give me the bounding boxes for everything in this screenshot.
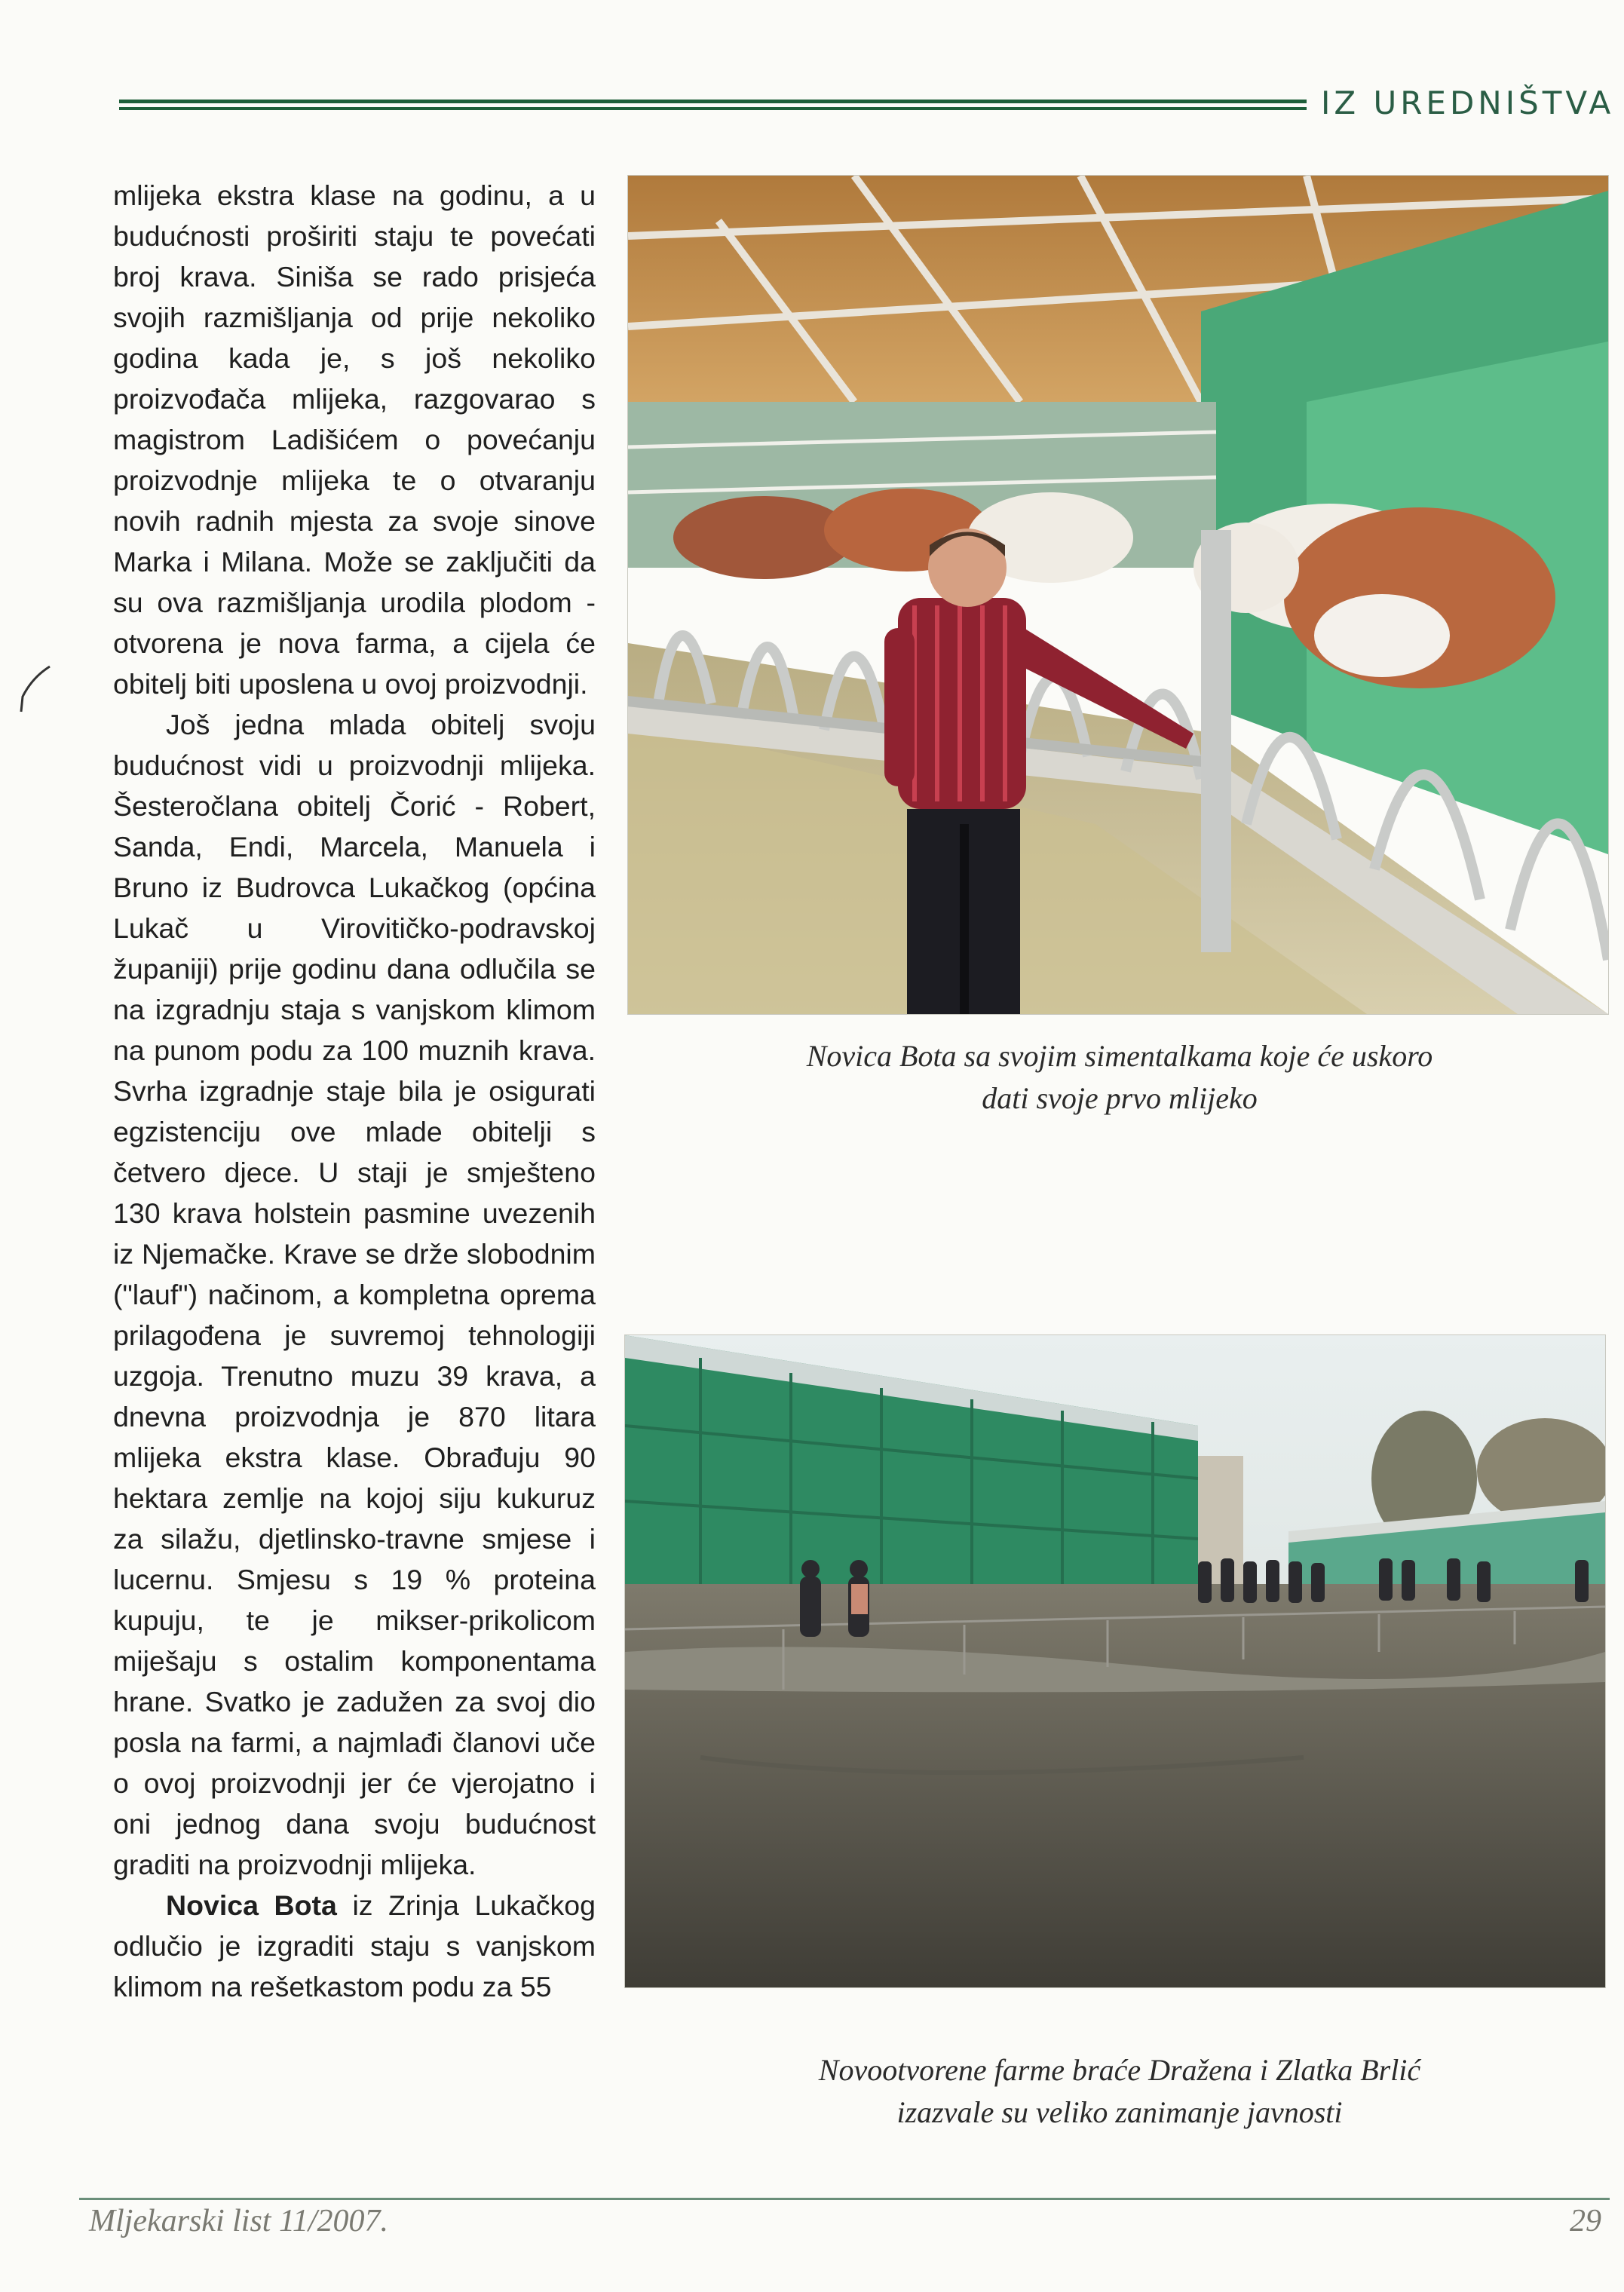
header-rule [119,100,1307,112]
caption-photo-1 [633,1035,1606,1120]
paragraph-2: Još jedna mlada obitelj svoju budućnost vidi u proizvodnji mlijeka. Šesteročlana obitelj Čorić - Robert, Sanda, Endi, Marcela, Manuela i Bruno iz Budrovca Lukačkog (općina Lukač u Virovitičko-podravskoj županiji) prije godinu dana odlučila se na izgradnju staja s vanjskom klimom na punom podu za 100 muznih krava. Svrha izgradnje staje bila je osigurati egzistenciju ove mlade obitelji s četvero djece. U staji je smješteno 130 krava holstein pasmine uvezenih iz Njemačke. Krave se drže slobodnim ("lauf") načinom, a kompletna oprema prilagođena je suvremoj tehnologiji uzgoja. Trenutno muzu 39 krava, a dnevna proizvodnja je 870 litara mlijeka ekstra klase. Obrađuju 90 hektara zemlje na kojoj siju kukuruz za silažu, djetlinsko-travne smjese i lucernu. Smjesu s 19 % proteina kupuju, te je mikser-prikolicom miješaju s ostalim komponentama hrane. Svatko je zadužen za svoj dio posla na farmi, a najmlađi članovi uče o ovoj proizvodnji jer će vjerojatno i oni jednog dana svoju budućnost graditi na proizvodnji mlijeka. [113,709,596,1880]
caption-photo-2 [633,2049,1606,2134]
section-title: IZ UREDNIŠTVA [1321,84,1615,121]
caption-2-line-2: izazvale su veliko zanimanje javnosti [896,2095,1343,2129]
paragraph-3-text: iz Zrinja Lukačkog odlučio je izgraditi staju s vanjskom klimom na rešetkastom podu za 55 [113,1889,596,2002]
barn-interior-illustration [628,176,1608,1014]
photo-barn-interior [627,175,1609,1015]
caption-1-line-2: dati svoje prvo mlijeko [982,1081,1258,1115]
footer-publication: Mljekarski list 11/2007. [89,2204,389,2238]
caption-1-line-1: Novica Bota sa svojim simentalkama koje će uskoro [806,1039,1433,1073]
photo-farm-exterior [624,1334,1606,1988]
page-number: 29 [1570,2204,1601,2238]
paragraph-3-bold-lead: Novica Bota [166,1889,337,1921]
margin-mark-icon [15,663,53,716]
paragraph-1: mlijeka ekstra klase na godinu, a u budućnosti proširiti staju te povećati broj krava. Siniša se rado prisjeća svojih razmišljanja od prije nekoliko godina kada je, s još nekoliko proizvođača mlijeka, razgovarao s magistrom Ladišićem o povećanju proizvodnje mlijeka te o otvaranju novih radnih mjesta za svoje sinove Marka i Milana. Može se zaključiti da su ova razmišljanja urodila plodom - otvorena je nova farma, a cijela će obitelj biti uposlena u ovoj proizvodnji. [113,179,596,700]
footer-rule [79,2198,1610,2200]
paragraph-3 [113,1885,596,2007]
caption-2-line-1: Novootvorene farme braće Dražena i Zlatka Brlić [818,2053,1421,2087]
article-body [113,175,596,2007]
farm-exterior-illustration [625,1335,1605,1987]
